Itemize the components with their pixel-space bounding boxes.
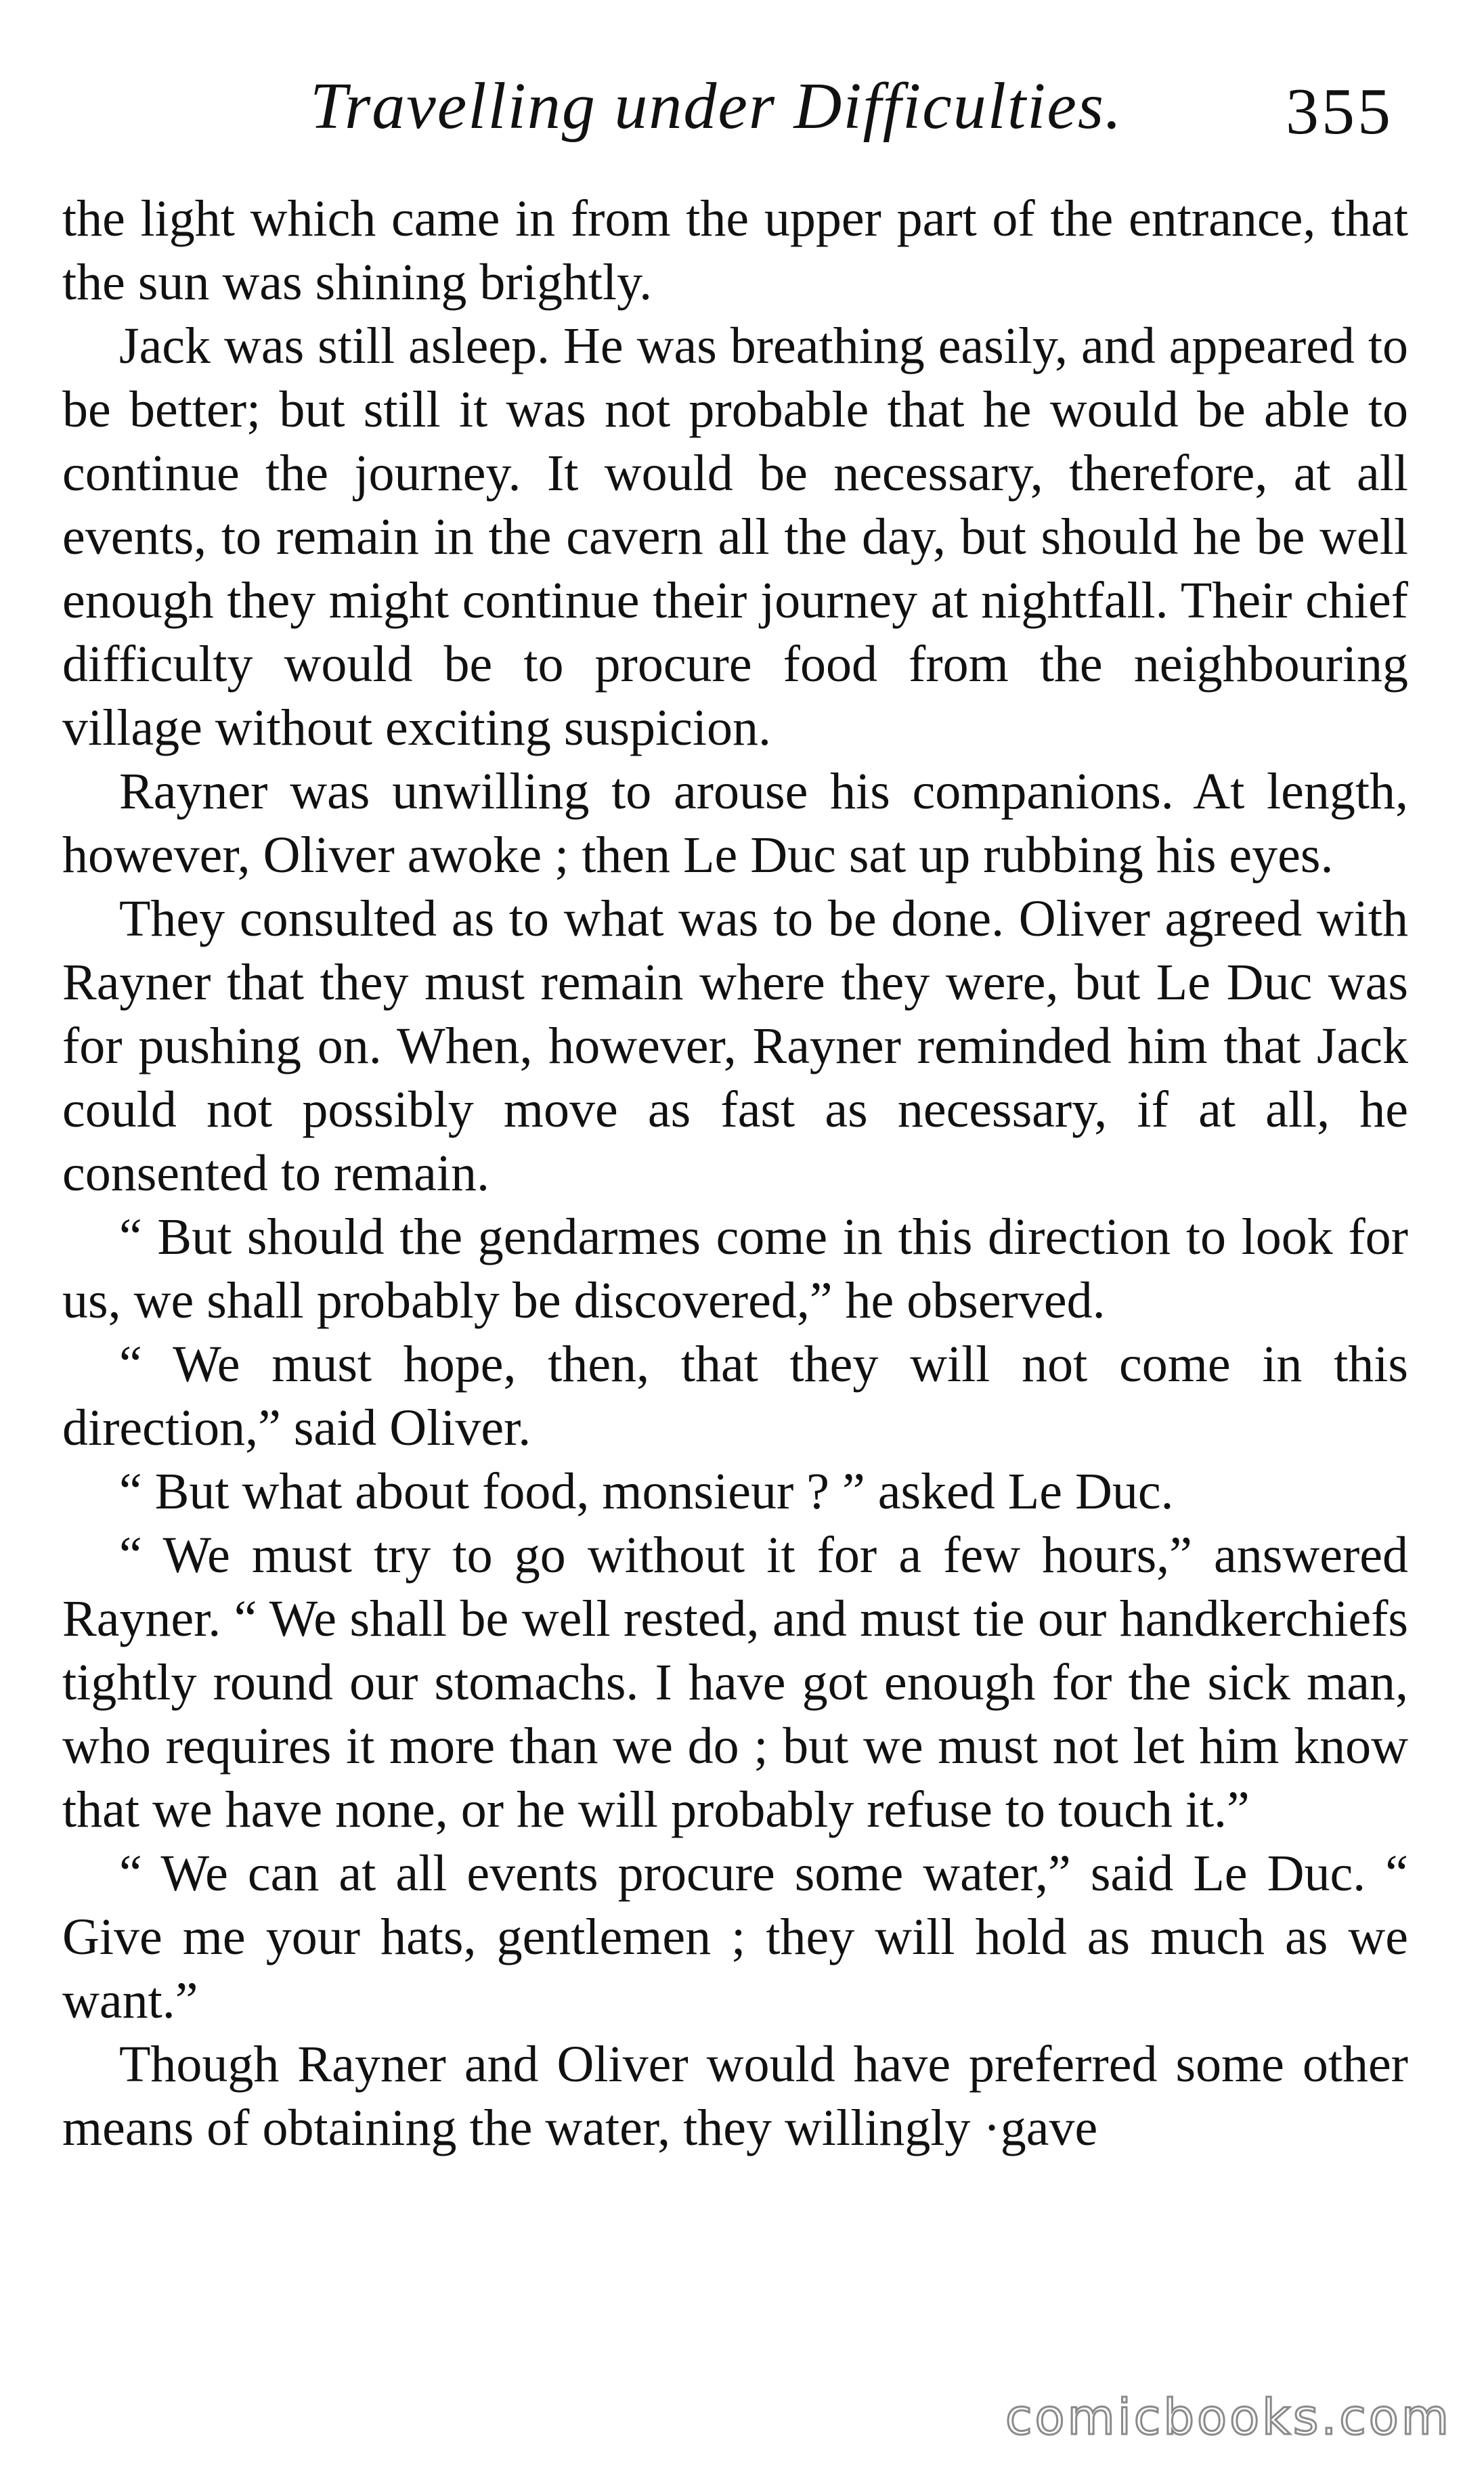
- paragraph-7: “ But what about food, monsieur ? ” asked Le Duc.: [119, 1463, 1174, 1520]
- paragraph-6: “ We must hope, then, that they will not come in this direction,” said Oliver.: [62, 1336, 1408, 1456]
- paragraph-2: Jack was still asleep. He was breathing easily, and appeared to be better; but still it was not probable that he would be able to continue the journey. It would be necessary, therefore, at all events, to remain in the cavern all the day, but should he be well enough they might continue their journey at nightfall. Their chief difficulty would be to procure food from the neighbouring village without exciting suspicion.: [62, 318, 1408, 756]
- paragraph-3: Rayner was unwilling to arouse his companions. At length, however, Oliver awoke ; then Le Duc sat up rubbing his eyes.: [62, 763, 1408, 884]
- paragraph-4: They consulted as to what was to be done. Oliver agreed with Rayner that they must remain where they were, but Le Duc was for pushing on. When, however, Rayner reminded him that Jack could not possibly move as fast as necessary, if at all, he consented to remain.: [62, 890, 1408, 1202]
- page-number: 355: [1286, 75, 1393, 148]
- paragraph-10: Though Rayner and Oliver would have preferred some other means of obtaining the water, they willingly ·gave: [62, 2036, 1408, 2156]
- body-text: [62, 187, 1408, 2160]
- watermark: comicbooks.com: [1005, 2389, 1452, 2446]
- paragraph-9: “ We can at all events procure some water,” said Le Duc. “ Give me your hats, gentlemen ; they will hold as much as we want.”: [62, 1845, 1408, 2029]
- paragraph-1: the light which came in from the upper part of the entrance, that the sun was shining brightly.: [62, 190, 1408, 311]
- paragraph-8: “ We must try to go without it for a few hours,” answered Rayner. “ We shall be well rested, and must tie our handkerchiefs tightly round our stomachs. I have got enough for the sick man, who requires it more than we do ; but we must not let him know that we have none, or he will probably refuse to touch it.”: [62, 1527, 1408, 1838]
- paragraph-5: “ But should the gendarmes come in this direction to look for us, we shall probably be discovered,” he observed.: [62, 1209, 1408, 1329]
- page-header: [61, 56, 1408, 157]
- running-title: Travelling under Difficulties.: [310, 70, 1123, 143]
